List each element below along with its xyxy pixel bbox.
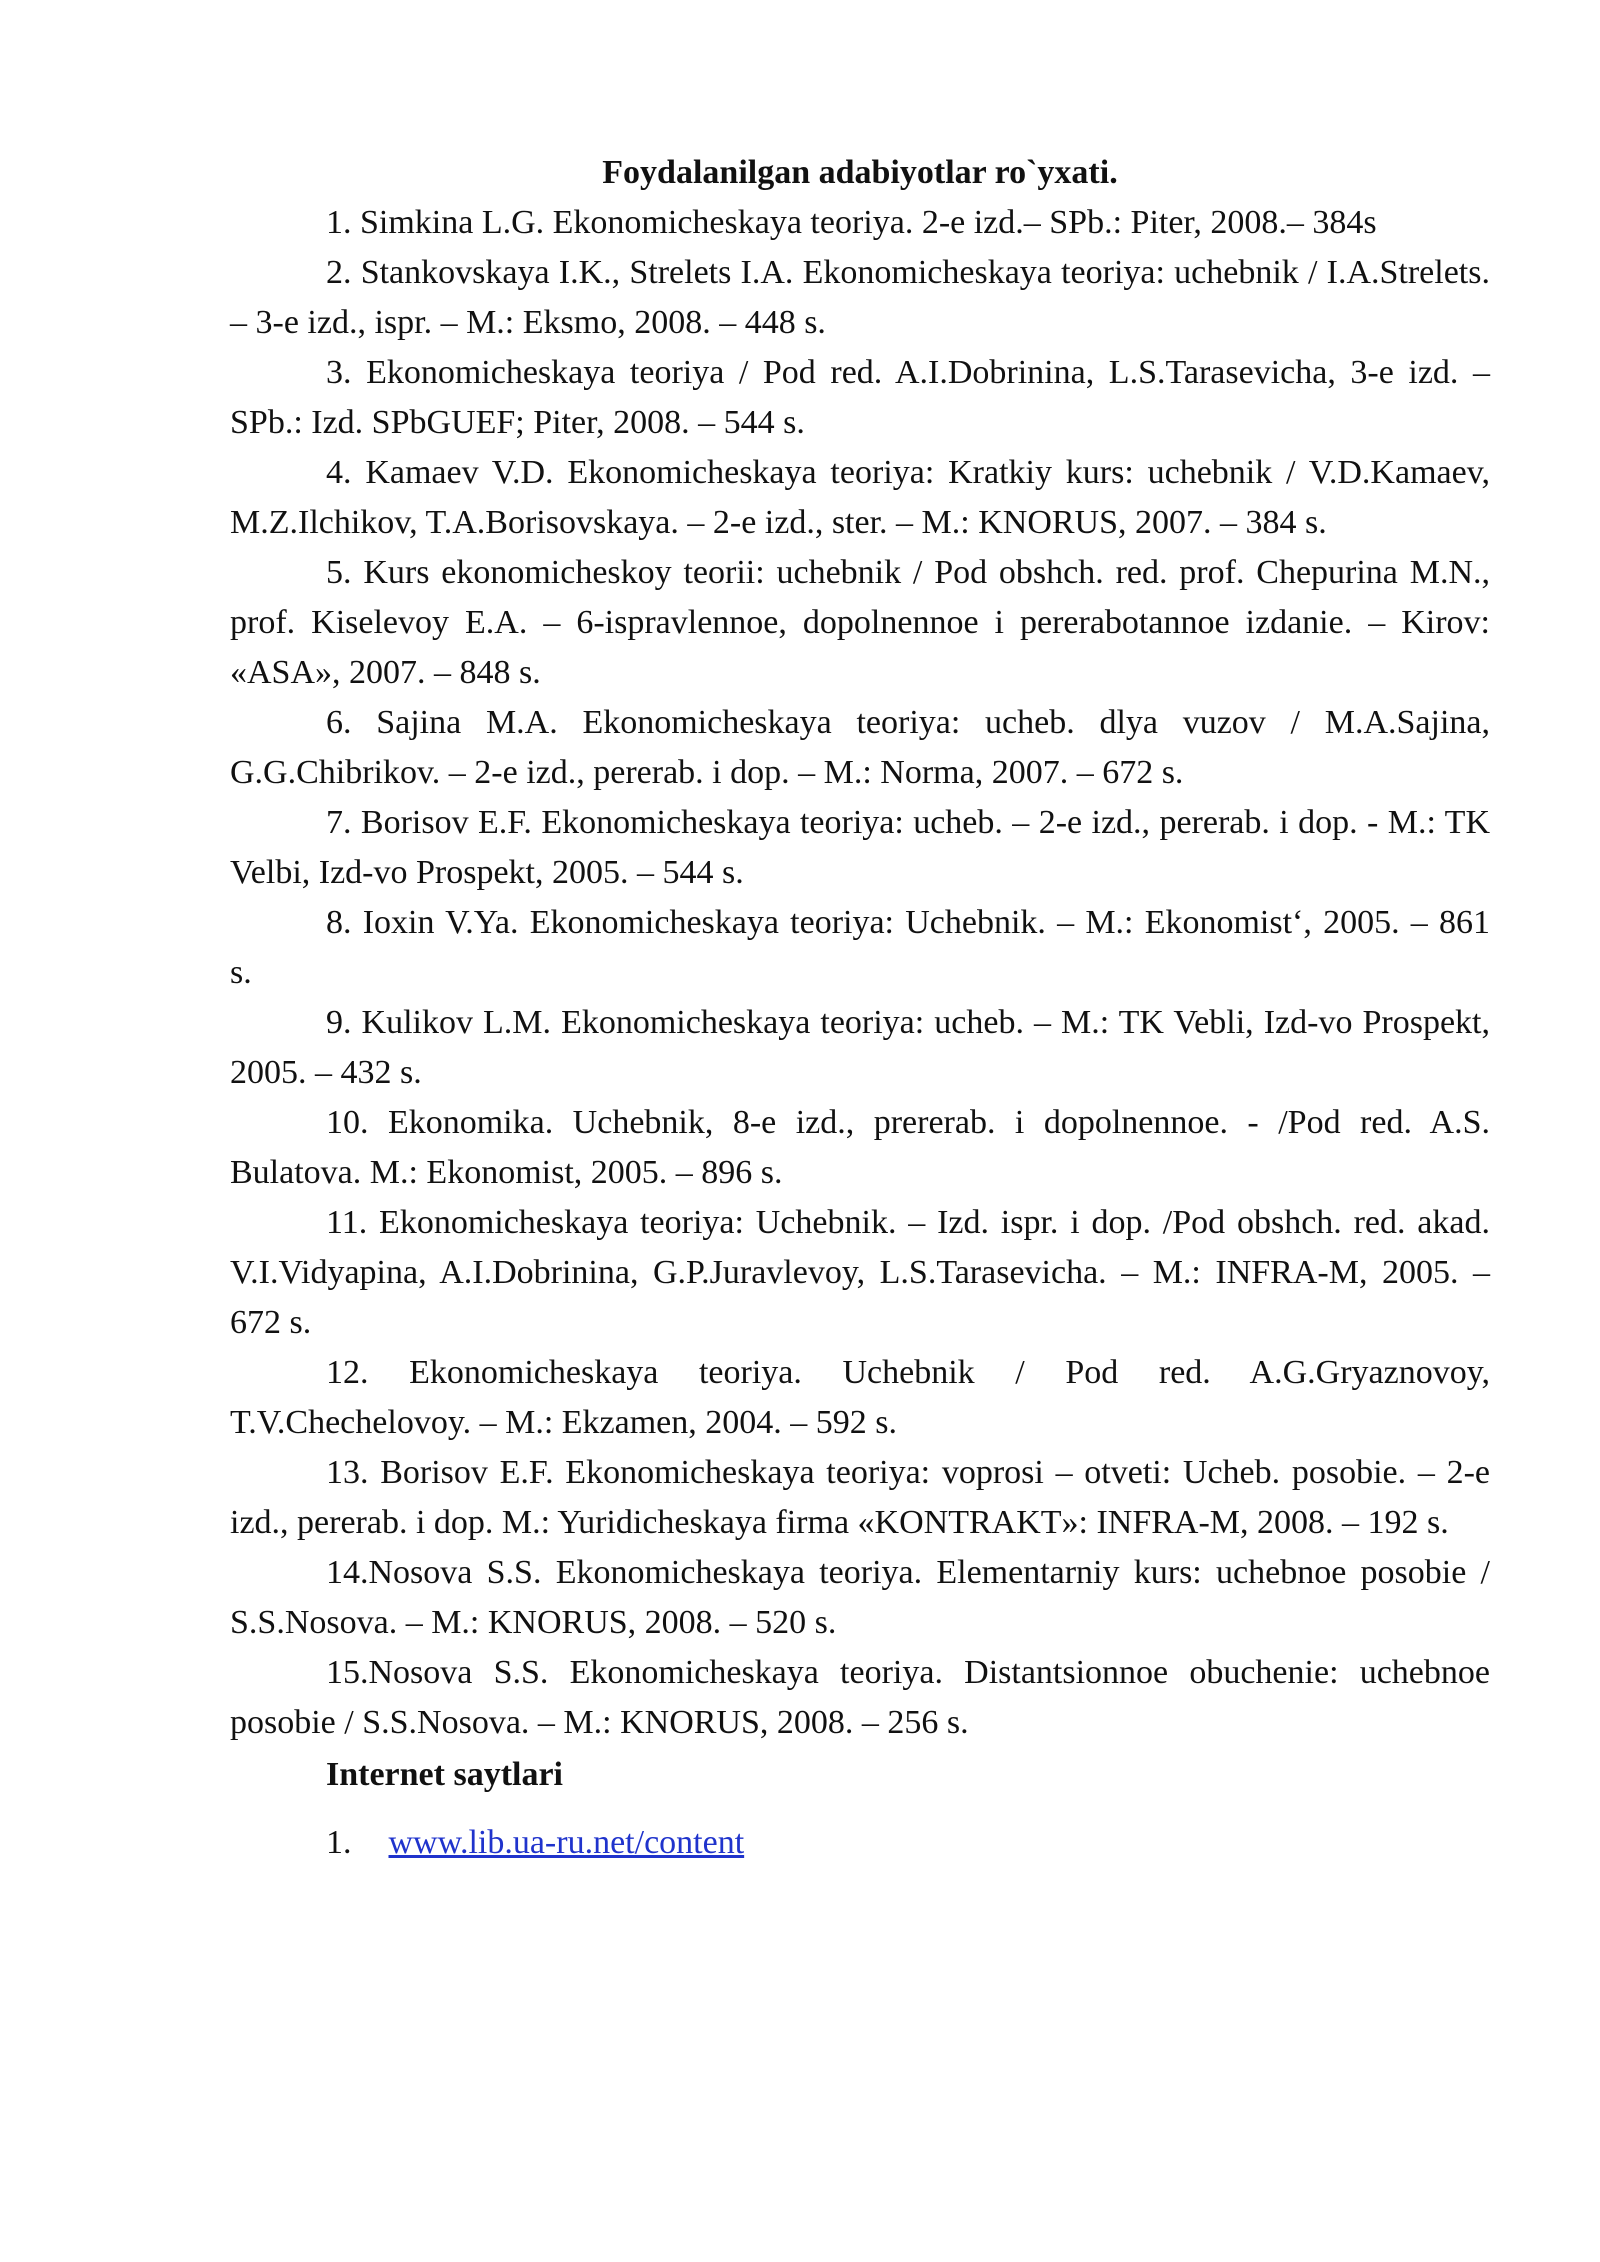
- reference-item: 3. Ekonomicheskaya teoriya / Pod red. A.I.Dobrinina, L.S.Tarasevicha, 3-e izd. – SPb.: Izd. SPbGUEF; Piter, 2008. – 544 s.: [230, 354, 1490, 441]
- reference-item: 7. Borisov E.F. Ekonomicheskaya teoriya: ucheb. – 2-e izd., pererab. i dop. - M.: TK Velbi, Izd-vo Prospekt, 2005. – 544 s.: [230, 804, 1490, 891]
- reference-item: 1. Simkina L.G. Ekonomicheskaya teoriya. 2-e izd.– SPb.: Piter, 2008.– 384s: [326, 204, 1377, 241]
- reference-item: 10. Ekonomika. Uchebnik, 8-e izd., prererab. i dopolnennoe. - /Pod red. A.S. Bulatova. M.: Ekonomist, 2005. – 896 s.: [230, 1104, 1490, 1191]
- reference-item: 14.Nosova S.S. Ekonomicheskaya teoriya. Elementarniy kurs: uchebnoe posobie / S.S.Nosova. – M.: KNORUS, 2008. – 520 s.: [230, 1554, 1490, 1641]
- reference-item: 6. Sajina M.A. Ekonomicheskaya teoriya: ucheb. dlya vuzov / M.A.Sajina, G.G.Chibrikov. – 2-e izd., pererab. i dop. – M.: Norma, 2007. – 672 s.: [230, 704, 1490, 791]
- reference-item: 15.Nosova S.S. Ekonomicheskaya teoriya. Distantsionnoe obuchenie: uchebnoe posobie / S.S.Nosova. – M.: KNORUS, 2008. – 256 s.: [230, 1654, 1490, 1741]
- reference-item: 11. Ekonomicheskaya teoriya: Uchebnik. – Izd. ispr. i dop. /Pod obshch. red. akad. V.I.Vidyapina, A.I.Dobrinina, G.P.Juravlevoy, L.S.Tarasevicha. – M.: INFRA-M, 2005. – 672 s.: [230, 1204, 1490, 1341]
- reference-item: 2. Stankovskaya I.K., Strelets I.A. Ekonomicheskaya teoriya: uchebnik / I.A.Strelets. – 3-e izd., ispr. – M.: Eksmo, 2008. – 448 s.: [230, 254, 1490, 341]
- reference-item: 12. Ekonomicheskaya teoriya. Uchebnik / Pod red. A.G.Gryaznovoy, T.V.Chechelovoy. – M.: Ekzamen, 2004. – 592 s.: [230, 1354, 1490, 1441]
- document-page: [230, 148, 1490, 1868]
- internet-link-item: [230, 1818, 1490, 1868]
- reference-item: 13. Borisov E.F. Ekonomicheskaya teoriya: voprosi – otveti: Ucheb. posobie. – 2-e izd., pererab. i dop. M.: Yuridicheskaya firma «KONTRAKT»: INFRA-M, 2008. – 192 s.: [230, 1454, 1490, 1541]
- reference-list: [230, 198, 1490, 1748]
- reference-item: 5. Kurs ekonomicheskoy teorii: uchebnik / Pod obshch. red. prof. Chepurina M.N., prof. Kiselevoy E.A. – 6-ispravlennoe, dopolnennoe i pererabotannoe izdanie. – Kirov: «ASA», 2007. – 848 s.: [230, 554, 1490, 691]
- internet-link[interactable]: www.lib.ua-ru.net/content: [388, 1824, 745, 1861]
- link-number: 1.: [326, 1824, 352, 1861]
- internet-section-title: Internet saytlari: [326, 1756, 564, 1793]
- reference-item: 9. Kulikov L.M. Ekonomicheskaya teoriya: ucheb. – M.: TK Vebli, Izd-vo Prospekt, 2005. – 432 s.: [230, 1004, 1490, 1091]
- page-title: Foydalanilgan adabiyotlar ro`yxati.: [602, 154, 1118, 191]
- reference-item: 4. Kamaev V.D. Ekonomicheskaya teoriya: Kratkiy kurs: uchebnik / V.D.Kamaev, M.Z.Ilchikov, T.A.Borisovskaya. – 2-e izd., ster. – M.: KNORUS, 2007. – 384 s.: [230, 454, 1490, 541]
- reference-item: 8. Ioxin V.Ya. Ekonomicheskaya teoriya: Uchebnik. – M.: Ekonomist‘, 2005. – 861 s.: [230, 904, 1490, 991]
